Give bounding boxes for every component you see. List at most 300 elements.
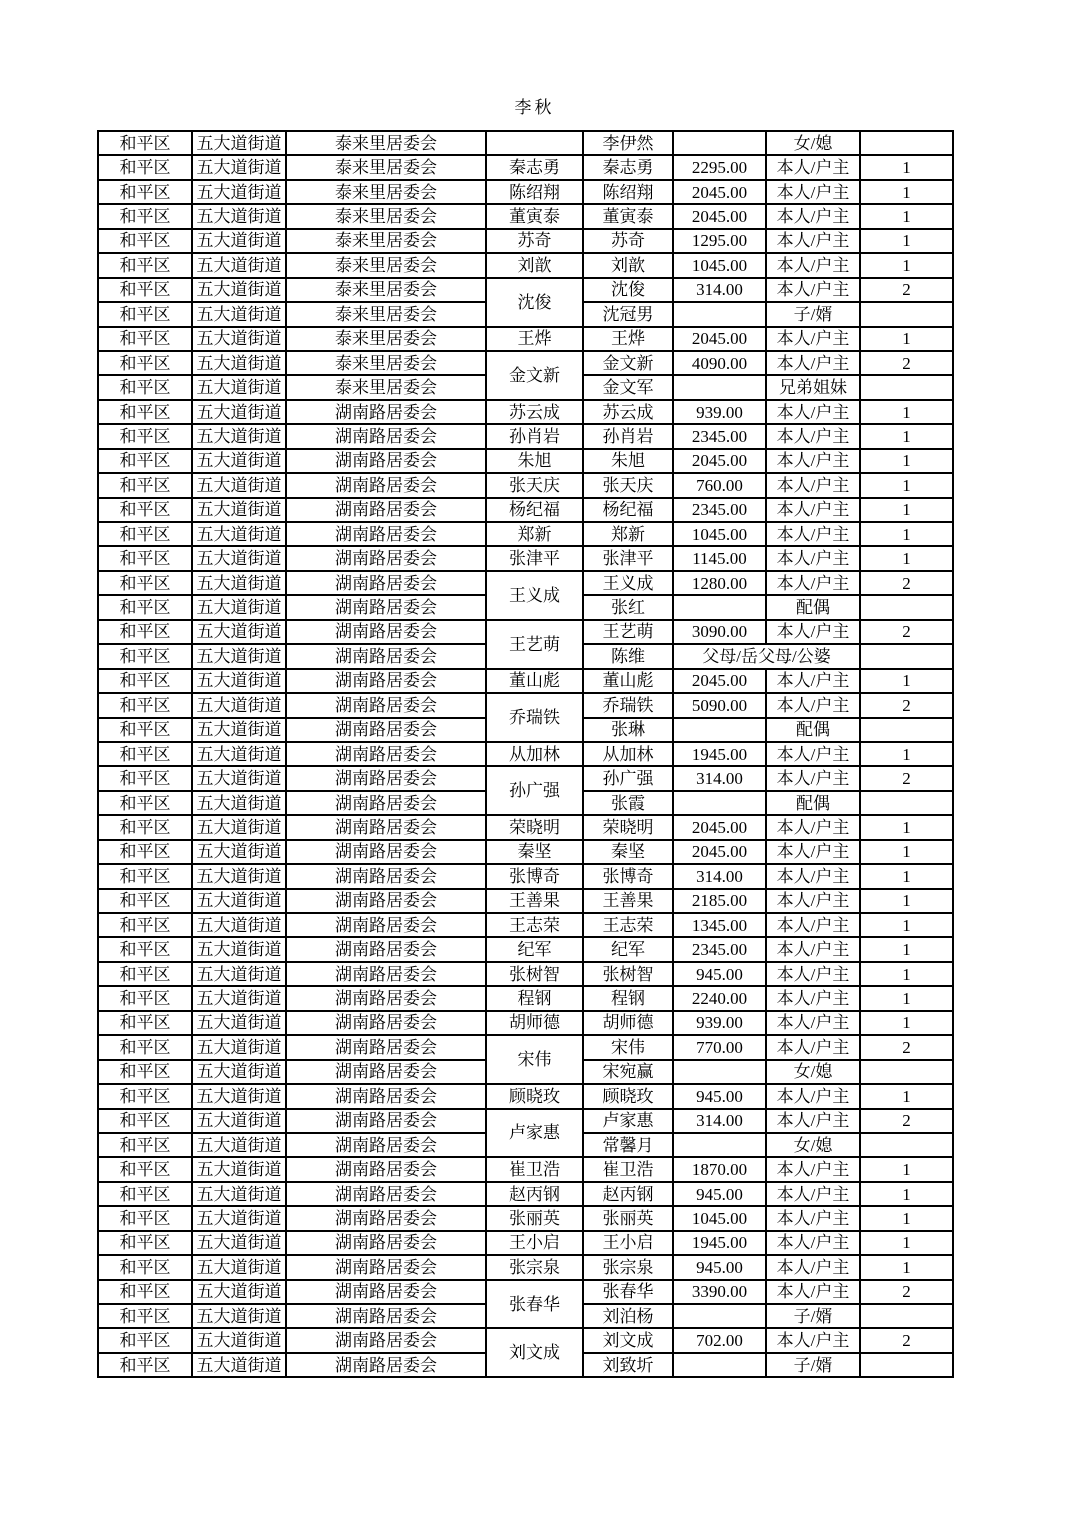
count-cell: 1 xyxy=(860,229,953,253)
committee-cell: 湖南路居委会 xyxy=(286,1133,486,1157)
district-cell: 和平区 xyxy=(98,620,192,644)
count-cell: 1 xyxy=(860,546,953,570)
district-cell: 和平区 xyxy=(98,1133,192,1157)
committee-cell: 湖南路居委会 xyxy=(286,962,486,986)
district-cell: 和平区 xyxy=(98,718,192,742)
count-cell: 1 xyxy=(860,1206,953,1230)
relation-cell: 本人/户主 xyxy=(766,1182,860,1206)
count-cell xyxy=(860,595,953,619)
household-head-cell xyxy=(486,131,583,155)
district-cell: 和平区 xyxy=(98,351,192,375)
member-name-cell: 纪军 xyxy=(583,937,673,961)
committee-cell: 湖南路居委会 xyxy=(286,1109,486,1133)
member-name-cell: 崔卫浩 xyxy=(583,1157,673,1181)
member-name-cell: 张津平 xyxy=(583,546,673,570)
member-name-cell: 郑新 xyxy=(583,522,673,546)
member-name-cell: 孙肖岩 xyxy=(583,424,673,448)
amount-cell xyxy=(673,1133,766,1157)
district-cell: 和平区 xyxy=(98,400,192,424)
relation-cell: 本人/户主 xyxy=(766,1035,860,1059)
relation-cell: 本人/户主 xyxy=(766,1328,860,1352)
amount-cell: 939.00 xyxy=(673,400,766,424)
count-cell xyxy=(860,131,953,155)
member-name-cell: 董寅泰 xyxy=(583,204,673,228)
household-head-cell: 王志荣 xyxy=(486,913,583,937)
street-cell: 五大道街道 xyxy=(192,424,286,448)
relation-cell: 本人/户主 xyxy=(766,864,860,888)
amount-cell: 2045.00 xyxy=(673,449,766,473)
member-name-cell: 金文军 xyxy=(583,375,673,399)
amount-cell: 2045.00 xyxy=(673,669,766,693)
committee-cell: 湖南路居委会 xyxy=(286,937,486,961)
street-cell: 五大道街道 xyxy=(192,1353,286,1377)
count-cell: 1 xyxy=(860,986,953,1010)
count-cell: 1 xyxy=(860,155,953,179)
street-cell: 五大道街道 xyxy=(192,1109,286,1133)
street-cell: 五大道街道 xyxy=(192,815,286,839)
relation-cell: 配偶 xyxy=(766,595,860,619)
district-cell: 和平区 xyxy=(98,375,192,399)
member-name-cell: 陈绍翔 xyxy=(583,180,673,204)
relation-cell: 本人/户主 xyxy=(766,1231,860,1255)
household-head-cell: 崔卫浩 xyxy=(486,1157,583,1181)
count-cell: 2 xyxy=(860,693,953,717)
street-cell: 五大道街道 xyxy=(192,1231,286,1255)
table-row xyxy=(98,742,953,766)
household-head-cell: 王小启 xyxy=(486,1231,583,1255)
count-cell xyxy=(860,791,953,815)
count-cell: 1 xyxy=(860,327,953,351)
district-cell: 和平区 xyxy=(98,742,192,766)
district-cell: 和平区 xyxy=(98,1182,192,1206)
member-name-cell: 王小启 xyxy=(583,1231,673,1255)
district-cell: 和平区 xyxy=(98,131,192,155)
count-cell: 1 xyxy=(860,424,953,448)
household-head-cell: 胡师德 xyxy=(486,1011,583,1035)
household-head-cell: 荣晓明 xyxy=(486,815,583,839)
member-name-cell: 刘歆 xyxy=(583,253,673,277)
committee-cell: 泰来里居委会 xyxy=(286,131,486,155)
member-name-cell: 赵丙钢 xyxy=(583,1182,673,1206)
household-head-cell: 杨纪福 xyxy=(486,498,583,522)
member-name-cell: 杨纪福 xyxy=(583,498,673,522)
relation-cell: 本人/户主 xyxy=(766,253,860,277)
amount-cell: 2185.00 xyxy=(673,889,766,913)
relation-cell: 女/媳 xyxy=(766,131,860,155)
committee-cell: 湖南路居委会 xyxy=(286,889,486,913)
household-head-cell: 刘歆 xyxy=(486,253,583,277)
member-name-cell: 张琳 xyxy=(583,718,673,742)
district-cell: 和平区 xyxy=(98,1304,192,1328)
district-cell: 和平区 xyxy=(98,1328,192,1352)
street-cell: 五大道街道 xyxy=(192,546,286,570)
relation-cell: 本人/户主 xyxy=(766,400,860,424)
relation-cell: 本人/户主 xyxy=(766,620,860,644)
member-name-cell: 常馨月 xyxy=(583,1133,673,1157)
relation-cell: 本人/户主 xyxy=(766,1084,860,1108)
amount-cell: 1280.00 xyxy=(673,571,766,595)
relation-cell: 本人/户主 xyxy=(766,1280,860,1304)
count-cell: 2 xyxy=(860,1280,953,1304)
count-cell xyxy=(860,718,953,742)
member-name-cell: 程钢 xyxy=(583,986,673,1010)
table-row xyxy=(98,327,953,351)
member-name-cell: 秦坚 xyxy=(583,840,673,864)
count-cell: 1 xyxy=(860,498,953,522)
relation-cell: 本人/户主 xyxy=(766,155,860,179)
relation-cell: 女/媳 xyxy=(766,1133,860,1157)
count-cell: 1 xyxy=(860,1157,953,1181)
district-cell: 和平区 xyxy=(98,546,192,570)
relation-cell: 子/婿 xyxy=(766,1353,860,1377)
relation-cell: 配偶 xyxy=(766,791,860,815)
street-cell: 五大道街道 xyxy=(192,693,286,717)
count-cell xyxy=(860,302,953,326)
member-name-cell: 王艺萌 xyxy=(583,620,673,644)
table-row xyxy=(98,962,953,986)
relation-cell: 本人/户主 xyxy=(766,498,860,522)
count-cell: 1 xyxy=(860,815,953,839)
member-name-cell: 苏奇 xyxy=(583,229,673,253)
committee-cell: 湖南路居委会 xyxy=(286,473,486,497)
district-cell: 和平区 xyxy=(98,1255,192,1279)
amount-cell: 1345.00 xyxy=(673,913,766,937)
street-cell: 五大道街道 xyxy=(192,742,286,766)
street-cell: 五大道街道 xyxy=(192,1084,286,1108)
relation-cell: 本人/户主 xyxy=(766,1255,860,1279)
street-cell: 五大道街道 xyxy=(192,986,286,1010)
household-head-cell: 金文新 xyxy=(486,351,583,400)
member-name-cell: 苏云成 xyxy=(583,400,673,424)
relation-cell: 本人/户主 xyxy=(766,180,860,204)
household-head-cell: 张春华 xyxy=(486,1280,583,1329)
street-cell: 五大道街道 xyxy=(192,766,286,790)
member-name-cell: 刘致圻 xyxy=(583,1353,673,1377)
household-head-cell: 王烨 xyxy=(486,327,583,351)
table-row xyxy=(98,1280,953,1304)
street-cell: 五大道街道 xyxy=(192,1133,286,1157)
member-name-cell: 张天庆 xyxy=(583,473,673,497)
count-cell: 1 xyxy=(860,473,953,497)
committee-cell: 湖南路居委会 xyxy=(286,766,486,790)
street-cell: 五大道街道 xyxy=(192,840,286,864)
relation-cell: 父母/岳父母/公婆 xyxy=(673,644,860,668)
count-cell xyxy=(860,644,953,668)
committee-cell: 泰来里居委会 xyxy=(286,327,486,351)
committee-cell: 湖南路居委会 xyxy=(286,546,486,570)
relation-cell: 本人/户主 xyxy=(766,669,860,693)
committee-cell: 湖南路居委会 xyxy=(286,1011,486,1035)
street-cell: 五大道街道 xyxy=(192,375,286,399)
count-cell: 1 xyxy=(860,962,953,986)
amount-cell xyxy=(673,1304,766,1328)
district-cell: 和平区 xyxy=(98,595,192,619)
amount-cell: 702.00 xyxy=(673,1328,766,1352)
amount-cell xyxy=(673,595,766,619)
amount-cell: 2240.00 xyxy=(673,986,766,1010)
street-cell: 五大道街道 xyxy=(192,327,286,351)
committee-cell: 湖南路居委会 xyxy=(286,620,486,644)
member-name-cell: 李伊然 xyxy=(583,131,673,155)
amount-cell: 760.00 xyxy=(673,473,766,497)
member-name-cell: 董山彪 xyxy=(583,669,673,693)
street-cell: 五大道街道 xyxy=(192,962,286,986)
street-cell: 五大道街道 xyxy=(192,204,286,228)
committee-cell: 湖南路居委会 xyxy=(286,986,486,1010)
committee-cell: 湖南路居委会 xyxy=(286,571,486,595)
district-cell: 和平区 xyxy=(98,1011,192,1035)
relation-cell: 本人/户主 xyxy=(766,278,860,302)
relation-cell: 本人/户主 xyxy=(766,766,860,790)
district-cell: 和平区 xyxy=(98,473,192,497)
district-cell: 和平区 xyxy=(98,302,192,326)
amount-cell: 2345.00 xyxy=(673,498,766,522)
table-row xyxy=(98,1231,953,1255)
count-cell xyxy=(860,1060,953,1084)
street-cell: 五大道街道 xyxy=(192,1157,286,1181)
district-cell: 和平区 xyxy=(98,889,192,913)
household-head-cell: 张丽英 xyxy=(486,1206,583,1230)
count-cell: 1 xyxy=(860,522,953,546)
household-head-cell: 宋伟 xyxy=(486,1035,583,1084)
amount-cell: 2345.00 xyxy=(673,424,766,448)
amount-cell xyxy=(673,791,766,815)
count-cell: 1 xyxy=(860,840,953,864)
relation-cell: 兄弟姐妹 xyxy=(766,375,860,399)
member-name-cell: 陈维 xyxy=(583,644,673,668)
district-cell: 和平区 xyxy=(98,155,192,179)
street-cell: 五大道街道 xyxy=(192,449,286,473)
street-cell: 五大道街道 xyxy=(192,791,286,815)
street-cell: 五大道街道 xyxy=(192,937,286,961)
count-cell: 1 xyxy=(860,180,953,204)
table-row xyxy=(98,1011,953,1035)
member-name-cell: 张树智 xyxy=(583,962,673,986)
amount-cell: 1045.00 xyxy=(673,253,766,277)
household-head-cell: 从加林 xyxy=(486,742,583,766)
committee-cell: 湖南路居委会 xyxy=(286,1182,486,1206)
relation-cell: 本人/户主 xyxy=(766,449,860,473)
member-name-cell: 张宗泉 xyxy=(583,1255,673,1279)
amount-cell: 945.00 xyxy=(673,1084,766,1108)
amount-cell: 314.00 xyxy=(673,766,766,790)
amount-cell: 770.00 xyxy=(673,1035,766,1059)
table-row xyxy=(98,155,953,179)
table-row xyxy=(98,351,953,375)
committee-cell: 湖南路居委会 xyxy=(286,1084,486,1108)
relation-cell: 本人/户主 xyxy=(766,937,860,961)
table-row xyxy=(98,1157,953,1181)
district-cell: 和平区 xyxy=(98,1280,192,1304)
committee-cell: 湖南路居委会 xyxy=(286,1255,486,1279)
street-cell: 五大道街道 xyxy=(192,278,286,302)
street-cell: 五大道街道 xyxy=(192,473,286,497)
committee-cell: 湖南路居委会 xyxy=(286,498,486,522)
street-cell: 五大道街道 xyxy=(192,522,286,546)
district-cell: 和平区 xyxy=(98,522,192,546)
table-row xyxy=(98,1182,953,1206)
household-head-cell: 秦坚 xyxy=(486,840,583,864)
district-cell: 和平区 xyxy=(98,180,192,204)
table-row xyxy=(98,400,953,424)
relation-cell: 本人/户主 xyxy=(766,913,860,937)
count-cell: 2 xyxy=(860,1035,953,1059)
household-head-cell: 郑新 xyxy=(486,522,583,546)
district-cell: 和平区 xyxy=(98,1060,192,1084)
relation-cell: 本人/户主 xyxy=(766,962,860,986)
street-cell: 五大道街道 xyxy=(192,864,286,888)
relation-cell: 配偶 xyxy=(766,718,860,742)
committee-cell: 泰来里居委会 xyxy=(286,278,486,302)
committee-cell: 湖南路居委会 xyxy=(286,449,486,473)
relation-cell: 本人/户主 xyxy=(766,546,860,570)
relation-cell: 本人/户主 xyxy=(766,742,860,766)
member-name-cell: 孙广强 xyxy=(583,766,673,790)
household-head-cell: 王艺萌 xyxy=(486,620,583,669)
committee-cell: 湖南路居委会 xyxy=(286,1060,486,1084)
district-cell: 和平区 xyxy=(98,791,192,815)
committee-cell: 泰来里居委会 xyxy=(286,204,486,228)
count-cell: 1 xyxy=(860,937,953,961)
amount-cell: 4090.00 xyxy=(673,351,766,375)
amount-cell xyxy=(673,302,766,326)
household-head-cell: 张宗泉 xyxy=(486,1255,583,1279)
table-row xyxy=(98,693,953,717)
household-head-cell: 陈绍翔 xyxy=(486,180,583,204)
district-cell: 和平区 xyxy=(98,204,192,228)
street-cell: 五大道街道 xyxy=(192,620,286,644)
committee-cell: 湖南路居委会 xyxy=(286,840,486,864)
household-head-cell: 顾晓玫 xyxy=(486,1084,583,1108)
household-head-cell: 董寅泰 xyxy=(486,204,583,228)
roster-table xyxy=(97,130,954,1378)
relation-cell: 本人/户主 xyxy=(766,986,860,1010)
amount-cell xyxy=(673,375,766,399)
relation-cell: 本人/户主 xyxy=(766,840,860,864)
amount-cell: 945.00 xyxy=(673,1255,766,1279)
district-cell: 和平区 xyxy=(98,1206,192,1230)
table-row xyxy=(98,253,953,277)
table-row xyxy=(98,1206,953,1230)
district-cell: 和平区 xyxy=(98,278,192,302)
district-cell: 和平区 xyxy=(98,644,192,668)
table-row xyxy=(98,571,953,595)
table-row xyxy=(98,449,953,473)
district-cell: 和平区 xyxy=(98,986,192,1010)
table-row xyxy=(98,620,953,644)
table-row xyxy=(98,1328,953,1352)
member-name-cell: 从加林 xyxy=(583,742,673,766)
count-cell: 2 xyxy=(860,1328,953,1352)
amount-cell: 945.00 xyxy=(673,962,766,986)
amount-cell: 2045.00 xyxy=(673,815,766,839)
table-row xyxy=(98,498,953,522)
relation-cell: 本人/户主 xyxy=(766,522,860,546)
relation-cell: 本人/户主 xyxy=(766,889,860,913)
count-cell: 1 xyxy=(860,742,953,766)
district-cell: 和平区 xyxy=(98,571,192,595)
amount-cell: 939.00 xyxy=(673,1011,766,1035)
member-name-cell: 张春华 xyxy=(583,1280,673,1304)
street-cell: 五大道街道 xyxy=(192,351,286,375)
committee-cell: 湖南路居委会 xyxy=(286,1206,486,1230)
street-cell: 五大道街道 xyxy=(192,595,286,619)
street-cell: 五大道街道 xyxy=(192,1060,286,1084)
amount-cell: 1945.00 xyxy=(673,1231,766,1255)
relation-cell: 本人/户主 xyxy=(766,693,860,717)
district-cell: 和平区 xyxy=(98,840,192,864)
committee-cell: 湖南路居委会 xyxy=(286,522,486,546)
member-name-cell: 张红 xyxy=(583,595,673,619)
table-row xyxy=(98,546,953,570)
count-cell: 1 xyxy=(860,1084,953,1108)
district-cell: 和平区 xyxy=(98,1353,192,1377)
member-name-cell: 沈俊 xyxy=(583,278,673,302)
member-name-cell: 王志荣 xyxy=(583,913,673,937)
member-name-cell: 王烨 xyxy=(583,327,673,351)
table-row xyxy=(98,1109,953,1133)
member-name-cell: 荣晓明 xyxy=(583,815,673,839)
amount-cell: 2045.00 xyxy=(673,840,766,864)
district-cell: 和平区 xyxy=(98,1109,192,1133)
amount-cell: 1045.00 xyxy=(673,522,766,546)
household-head-cell: 张博奇 xyxy=(486,864,583,888)
count-cell: 1 xyxy=(860,253,953,277)
member-name-cell: 沈冠男 xyxy=(583,302,673,326)
table-row xyxy=(98,522,953,546)
amount-cell xyxy=(673,718,766,742)
count-cell: 1 xyxy=(860,669,953,693)
count-cell xyxy=(860,1133,953,1157)
district-cell: 和平区 xyxy=(98,498,192,522)
committee-cell: 湖南路居委会 xyxy=(286,1280,486,1304)
household-head-cell: 朱旭 xyxy=(486,449,583,473)
amount-cell: 314.00 xyxy=(673,278,766,302)
amount-cell: 2045.00 xyxy=(673,327,766,351)
amount-cell: 1295.00 xyxy=(673,229,766,253)
count-cell: 1 xyxy=(860,1255,953,1279)
amount-cell xyxy=(673,1353,766,1377)
district-cell: 和平区 xyxy=(98,766,192,790)
amount-cell: 314.00 xyxy=(673,1109,766,1133)
relation-cell: 本人/户主 xyxy=(766,351,860,375)
table-row xyxy=(98,473,953,497)
street-cell: 五大道街道 xyxy=(192,913,286,937)
count-cell: 2 xyxy=(860,571,953,595)
member-name-cell: 朱旭 xyxy=(583,449,673,473)
street-cell: 五大道街道 xyxy=(192,1206,286,1230)
committee-cell: 泰来里居委会 xyxy=(286,229,486,253)
district-cell: 和平区 xyxy=(98,913,192,937)
member-name-cell: 张丽英 xyxy=(583,1206,673,1230)
count-cell: 2 xyxy=(860,620,953,644)
member-name-cell: 刘泊杨 xyxy=(583,1304,673,1328)
committee-cell: 湖南路居委会 xyxy=(286,595,486,619)
committee-cell: 湖南路居委会 xyxy=(286,644,486,668)
count-cell xyxy=(860,1304,953,1328)
committee-cell: 湖南路居委会 xyxy=(286,669,486,693)
street-cell: 五大道街道 xyxy=(192,498,286,522)
committee-cell: 湖南路居委会 xyxy=(286,1231,486,1255)
committee-cell: 湖南路居委会 xyxy=(286,1304,486,1328)
relation-cell: 本人/户主 xyxy=(766,815,860,839)
count-cell: 2 xyxy=(860,278,953,302)
relation-cell: 本人/户主 xyxy=(766,424,860,448)
amount-cell: 1145.00 xyxy=(673,546,766,570)
district-cell: 和平区 xyxy=(98,864,192,888)
district-cell: 和平区 xyxy=(98,693,192,717)
member-name-cell: 王义成 xyxy=(583,571,673,595)
